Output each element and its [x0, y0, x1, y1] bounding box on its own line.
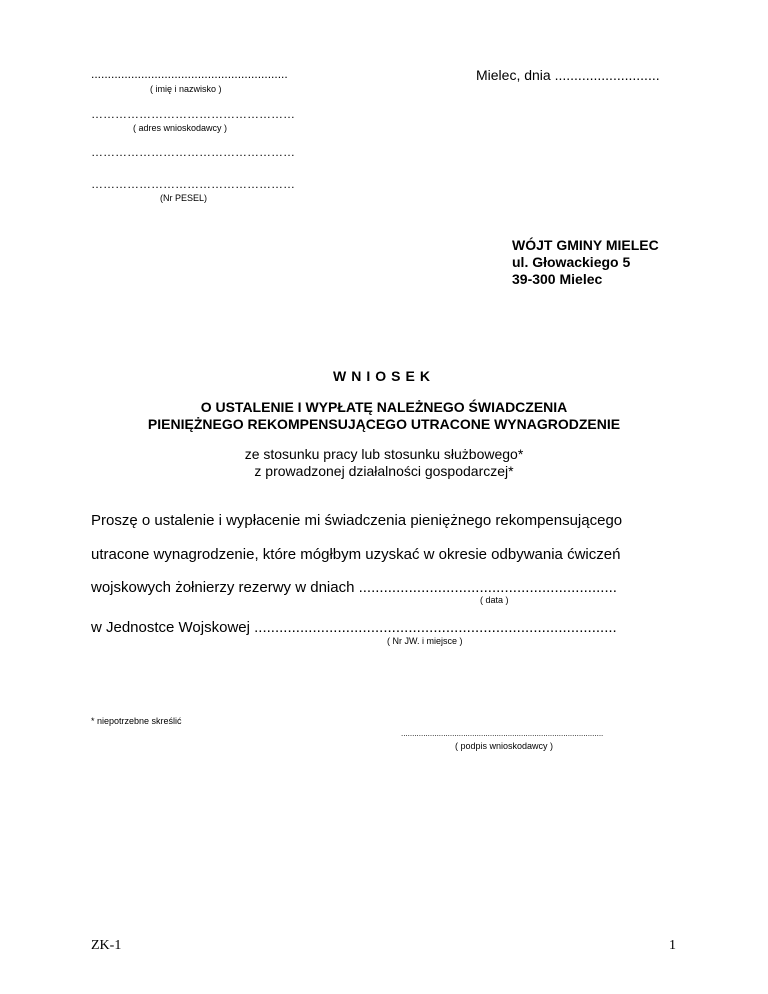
page-number: 1 [669, 938, 676, 953]
unit-caption: ( Nr JW. i miejsce ) [387, 636, 463, 646]
footnote: * niepotrzebne skreślić [91, 716, 182, 726]
option-business: z prowadzonej działalności gospodarczej* [254, 463, 514, 479]
document-subtitle [0, 399, 768, 433]
place-date-line[interactable]: Mielec, dnia ........................... [476, 67, 660, 83]
body-line-4-unit[interactable]: w Jednostce Wojskowej ....................................................................................... [91, 619, 617, 636]
applicant-address-field-2[interactable]: …………………………………………… [91, 145, 295, 159]
applicant-name-field[interactable]: ........................................................... [91, 67, 288, 81]
applicant-pesel-field[interactable]: …………………………………………… [91, 177, 295, 191]
form-code: ZK-1 [91, 938, 122, 953]
applicant-pesel-caption: (Nr PESEL) [160, 193, 208, 203]
body-line-1: Proszę o ustalenie i wypłacenie mi świadczenia pieniężnego rekompensującego [91, 512, 623, 529]
signature-field[interactable]: ........................................................................................... [401, 729, 604, 738]
date-caption: ( data ) [480, 595, 509, 605]
recipient-line-2: ul. Głowackiego 5 [512, 254, 631, 270]
body-line-3-dates[interactable]: wojskowych żołnierzy rezerwy w dniach .............................................................. [91, 579, 617, 596]
signature-caption: ( podpis wnioskodawcy ) [455, 741, 554, 751]
document-title: WNIOSEK [333, 368, 435, 384]
body-line-2: utracone wynagrodzenie, które mógłbym uzyskać w okresie odbywania ćwiczeń [91, 546, 621, 563]
subtitle-line-1: O USTALENIE I WYPŁATĘ NALEŻNEGO ŚWIADCZENIA [200, 399, 568, 415]
employment-options [0, 446, 768, 480]
recipient-address [512, 237, 659, 288]
applicant-name-caption: ( imię i nazwisko ) [150, 84, 222, 94]
applicant-address-field-1[interactable]: …………………………………………… [91, 107, 295, 121]
subtitle-line-2: PIENIĘŻNEGO REKOMPENSUJĄCEGO UTRACONE WYNAGRODZENIE [147, 416, 621, 432]
recipient-line-1: WÓJT GMINY MIELEC [512, 237, 659, 253]
applicant-address-caption: ( adres wnioskodawcy ) [133, 123, 228, 133]
recipient-line-3: 39-300 Mielec [512, 271, 603, 287]
option-employment: ze stosunku pracy lub stosunku służbowego* [244, 446, 524, 462]
